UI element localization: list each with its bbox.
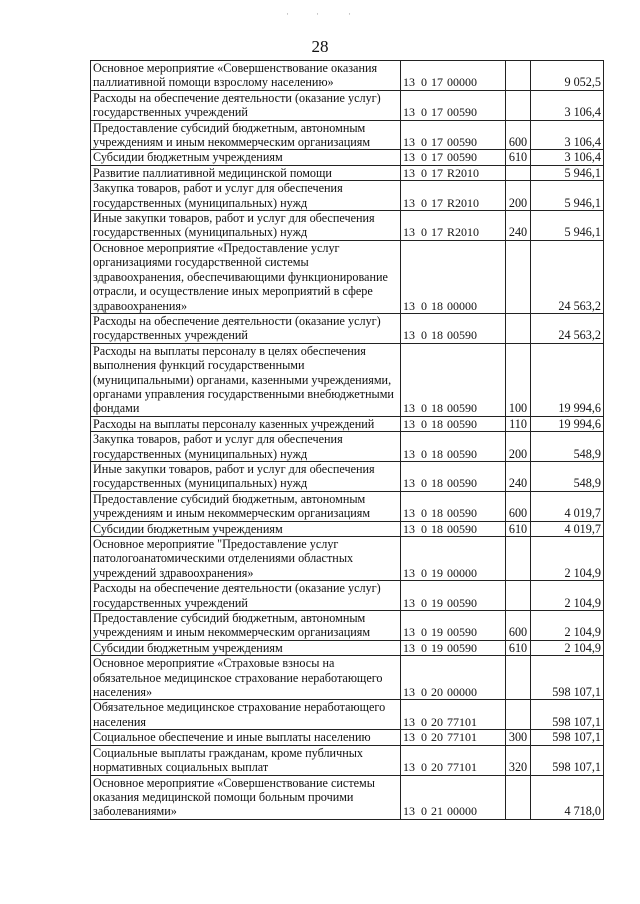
target-article-code-cell (401, 165, 506, 180)
subprogram-code: 0 (421, 476, 427, 491)
expense-name-cell: Предоставление субсидий бюджетным, автономным учреждениям и иным некоммерческим организациям (91, 611, 401, 641)
activity-code: 17 (431, 150, 443, 165)
activity-code: 19 (431, 625, 443, 640)
subprogram-code: 0 (421, 714, 427, 729)
expense-type-cell (506, 775, 531, 819)
expense-type-cell: 300 (506, 730, 531, 745)
direction-code: 00590 (447, 521, 477, 536)
target-article-code-cell (401, 90, 506, 120)
target-article-code-cell (401, 775, 506, 819)
expense-name-cell: Основное мероприятие «Страховые взносы на обязательное медицинское страхование неработающего населения» (91, 656, 401, 700)
program-code: 13 (403, 685, 415, 700)
amount-cell: 548,9 (531, 461, 604, 491)
subprogram-code: 0 (421, 150, 427, 165)
direction-code: 00590 (447, 105, 477, 120)
program-code: 13 (403, 401, 415, 416)
subprogram-code: 0 (421, 328, 427, 343)
amount-cell: 5 946,1 (531, 181, 604, 211)
table-row (91, 461, 604, 491)
expense-type-cell: 200 (506, 181, 531, 211)
table-row (91, 537, 604, 581)
activity-code: 17 (431, 105, 443, 120)
target-article-code-cell (401, 521, 506, 536)
activity-code: 18 (431, 401, 443, 416)
target-article-code-cell (401, 461, 506, 491)
expense-type-cell (506, 656, 531, 700)
amount-cell: 4 718,0 (531, 775, 604, 819)
table-row (91, 656, 604, 700)
target-article-code-cell (401, 211, 506, 241)
table-row (91, 491, 604, 521)
target-article-code-cell (401, 581, 506, 611)
expense-name-cell: Субсидии бюджетным учреждениям (91, 640, 401, 655)
table-row (91, 700, 604, 730)
activity-code: 18 (431, 446, 443, 461)
amount-cell: 2 104,9 (531, 640, 604, 655)
target-article-code-cell (401, 700, 506, 730)
amount-cell: 2 104,9 (531, 611, 604, 641)
program-code: 13 (403, 521, 415, 536)
expense-type-cell: 600 (506, 491, 531, 521)
subprogram-code: 0 (421, 105, 427, 120)
subprogram-code: 0 (421, 225, 427, 240)
direction-code: 00000 (447, 75, 477, 90)
activity-code: 18 (431, 298, 443, 313)
program-code: 13 (403, 714, 415, 729)
direction-code: R2010 (447, 225, 480, 240)
program-code: 13 (403, 804, 415, 819)
expense-type-cell: 600 (506, 611, 531, 641)
table-row (91, 120, 604, 150)
amount-cell: 3 106,4 (531, 120, 604, 150)
direction-code: 00590 (447, 401, 477, 416)
subprogram-code: 0 (421, 730, 427, 745)
table-row (91, 343, 604, 416)
subprogram-code: 0 (421, 760, 427, 775)
table-row (91, 611, 604, 641)
target-article-code-cell (401, 537, 506, 581)
activity-code: 21 (431, 804, 443, 819)
expense-name-cell: Социальные выплаты гражданам, кроме публичных нормативных социальных выплат (91, 745, 401, 775)
expense-name-cell: Закупка товаров, работ и услуг для обеспечения государственных (муниципальных) нужд (91, 432, 401, 462)
table-row (91, 775, 604, 819)
expense-name-cell: Социальное обеспечение и иные выплаты населению (91, 730, 401, 745)
direction-code: 00000 (447, 298, 477, 313)
direction-code: 00590 (447, 595, 477, 610)
activity-code: 19 (431, 595, 443, 610)
expense-name-cell: Субсидии бюджетным учреждениям (91, 150, 401, 165)
expense-name-cell: Предоставление субсидий бюджетным, автономным учреждениям и иным некоммерческим организациям (91, 120, 401, 150)
target-article-code-cell (401, 181, 506, 211)
expense-type-cell (506, 537, 531, 581)
expense-name-cell: Закупка товаров, работ и услуг для обеспечения государственных (муниципальных) нужд (91, 181, 401, 211)
amount-cell: 548,9 (531, 432, 604, 462)
activity-code: 18 (431, 416, 443, 431)
expense-type-cell (506, 581, 531, 611)
table-row (91, 165, 604, 180)
direction-code: 77101 (447, 760, 477, 775)
program-code: 13 (403, 446, 415, 461)
amount-cell: 24 563,2 (531, 313, 604, 343)
subprogram-code: 0 (421, 195, 427, 210)
program-code: 13 (403, 565, 415, 580)
amount-cell: 9 052,5 (531, 61, 604, 91)
activity-code: 20 (431, 685, 443, 700)
program-code: 13 (403, 595, 415, 610)
subprogram-code: 0 (421, 804, 427, 819)
target-article-code-cell (401, 656, 506, 700)
target-article-code-cell (401, 150, 506, 165)
amount-cell: 4 019,7 (531, 491, 604, 521)
scan-speck: · (316, 9, 319, 19)
direction-code: 00590 (447, 625, 477, 640)
expense-type-cell: 240 (506, 211, 531, 241)
table-row (91, 313, 604, 343)
expense-type-cell: 240 (506, 461, 531, 491)
target-article-code-cell (401, 745, 506, 775)
activity-code: 19 (431, 565, 443, 580)
subprogram-code: 0 (421, 640, 427, 655)
table-row (91, 416, 604, 431)
program-code: 13 (403, 328, 415, 343)
target-article-code-cell (401, 313, 506, 343)
direction-code: 00590 (447, 640, 477, 655)
direction-code: 00590 (447, 150, 477, 165)
expense-type-cell: 200 (506, 432, 531, 462)
program-code: 13 (403, 640, 415, 655)
direction-code: 00000 (447, 565, 477, 580)
program-code: 13 (403, 225, 415, 240)
expense-type-cell (506, 313, 531, 343)
subprogram-code: 0 (421, 625, 427, 640)
direction-code: 00590 (447, 476, 477, 491)
program-code: 13 (403, 105, 415, 120)
program-code: 13 (403, 416, 415, 431)
subprogram-code: 0 (421, 521, 427, 536)
expense-type-cell (506, 700, 531, 730)
target-article-code-cell (401, 61, 506, 91)
direction-code: 00590 (447, 328, 477, 343)
activity-code: 18 (431, 506, 443, 521)
activity-code: 17 (431, 135, 443, 150)
subprogram-code: 0 (421, 685, 427, 700)
expense-name-cell: Основное мероприятие «Совершенствование системы оказания медицинской помощи больным прочими заболеваниями» (91, 775, 401, 819)
expense-name-cell: Расходы на обеспечение деятельности (оказание услуг) государственных учреждений (91, 581, 401, 611)
target-article-code-cell (401, 611, 506, 641)
expense-type-cell: 610 (506, 521, 531, 536)
expense-name-cell: Расходы на обеспечение деятельности (оказание услуг) государственных учреждений (91, 313, 401, 343)
amount-cell: 19 994,6 (531, 416, 604, 431)
amount-cell: 598 107,1 (531, 700, 604, 730)
table-row (91, 730, 604, 745)
direction-code: 00590 (447, 446, 477, 461)
activity-code: 18 (431, 476, 443, 491)
expense-type-cell: 100 (506, 343, 531, 416)
subprogram-code: 0 (421, 416, 427, 431)
amount-cell: 24 563,2 (531, 240, 604, 313)
subprogram-code: 0 (421, 506, 427, 521)
subprogram-code: 0 (421, 565, 427, 580)
expense-name-cell: Предоставление субсидий бюджетным, автономным учреждениям и иным некоммерческим организациям (91, 491, 401, 521)
table-row (91, 90, 604, 120)
program-code: 13 (403, 195, 415, 210)
direction-code: R2010 (447, 195, 480, 210)
activity-code: 17 (431, 75, 443, 90)
activity-code: 20 (431, 730, 443, 745)
target-article-code-cell (401, 343, 506, 416)
amount-cell: 5 946,1 (531, 165, 604, 180)
program-code: 13 (403, 625, 415, 640)
activity-code: 18 (431, 521, 443, 536)
scan-speck: · (286, 9, 289, 19)
expense-name-cell: Расходы на обеспечение деятельности (оказание услуг) государственных учреждений (91, 90, 401, 120)
direction-code: 00000 (447, 685, 477, 700)
target-article-code-cell (401, 432, 506, 462)
direction-code: R2010 (447, 165, 480, 180)
expense-name-cell: Иные закупки товаров, работ и услуг для обеспечения государственных (муниципальных) нужд (91, 211, 401, 241)
expense-name-cell: Основное мероприятие «Предоставление услуг организациями государственной системы здравоохранения, обеспечивающими функционирование отрасли, и осуществление иных мероприятий в сфере здравоохранения» (91, 240, 401, 313)
program-code: 13 (403, 135, 415, 150)
program-code: 13 (403, 506, 415, 521)
activity-code: 17 (431, 195, 443, 210)
amount-cell: 4 019,7 (531, 521, 604, 536)
subprogram-code: 0 (421, 75, 427, 90)
table-row (91, 521, 604, 536)
expense-type-cell (506, 61, 531, 91)
subprogram-code: 0 (421, 401, 427, 416)
expense-name-cell: Развитие паллиативной медицинской помощи (91, 165, 401, 180)
expense-type-cell (506, 90, 531, 120)
target-article-code-cell (401, 640, 506, 655)
table-row (91, 745, 604, 775)
activity-code: 17 (431, 165, 443, 180)
activity-code: 18 (431, 328, 443, 343)
direction-code: 77101 (447, 730, 477, 745)
direction-code: 00000 (447, 804, 477, 819)
page-number: 28 (311, 37, 329, 56)
expense-type-cell: 600 (506, 120, 531, 150)
expense-type-cell: 610 (506, 150, 531, 165)
direction-code: 00590 (447, 135, 477, 150)
target-article-code-cell (401, 491, 506, 521)
amount-cell: 3 106,4 (531, 150, 604, 165)
direction-code: 77101 (447, 714, 477, 729)
subprogram-code: 0 (421, 165, 427, 180)
program-code: 13 (403, 165, 415, 180)
table-row (91, 432, 604, 462)
expense-name-cell: Иные закупки товаров, работ и услуг для обеспечения государственных (муниципальных) нужд (91, 461, 401, 491)
activity-code: 17 (431, 225, 443, 240)
table-row (91, 181, 604, 211)
expense-name-cell: Обязательное медицинское страхование неработающего населения (91, 700, 401, 730)
expense-name-cell: Основное мероприятие "Предоставление услуг патологоанатомическими отделениями областных учреждений здравоохранения» (91, 537, 401, 581)
target-article-code-cell (401, 416, 506, 431)
subprogram-code: 0 (421, 595, 427, 610)
amount-cell: 598 107,1 (531, 730, 604, 745)
subprogram-code: 0 (421, 298, 427, 313)
expense-name-cell: Расходы на выплаты персоналу в целях обеспечения выполнения функций государственными (муниципальными) органами, казенными учреждениями, органами управления государственными внебюджетными фондами (91, 343, 401, 416)
amount-cell: 598 107,1 (531, 656, 604, 700)
amount-cell: 2 104,9 (531, 581, 604, 611)
program-code: 13 (403, 150, 415, 165)
expense-name-cell: Субсидии бюджетным учреждениям (91, 521, 401, 536)
table-row (91, 640, 604, 655)
expense-type-cell: 610 (506, 640, 531, 655)
program-code: 13 (403, 760, 415, 775)
direction-code: 00590 (447, 506, 477, 521)
target-article-code-cell (401, 730, 506, 745)
activity-code: 19 (431, 640, 443, 655)
expense-type-cell (506, 240, 531, 313)
amount-cell: 5 946,1 (531, 211, 604, 241)
table-row (91, 61, 604, 91)
activity-code: 20 (431, 760, 443, 775)
program-code: 13 (403, 730, 415, 745)
program-code: 13 (403, 476, 415, 491)
scan-speck: · (348, 9, 351, 19)
expense-type-cell: 320 (506, 745, 531, 775)
table-row (91, 581, 604, 611)
table-row (91, 240, 604, 313)
program-code: 13 (403, 298, 415, 313)
expense-type-cell: 110 (506, 416, 531, 431)
program-code: 13 (403, 75, 415, 90)
amount-cell: 2 104,9 (531, 537, 604, 581)
target-article-code-cell (401, 240, 506, 313)
expense-name-cell: Основное мероприятие «Совершенствование оказания паллиативной помощи взрослому населению» (91, 61, 401, 91)
subprogram-code: 0 (421, 135, 427, 150)
table-row (91, 150, 604, 165)
expense-name-cell: Расходы на выплаты персоналу казенных учреждений (91, 416, 401, 431)
table-row (91, 211, 604, 241)
expense-type-cell (506, 165, 531, 180)
activity-code: 20 (431, 714, 443, 729)
target-article-code-cell (401, 120, 506, 150)
amount-cell: 598 107,1 (531, 745, 604, 775)
subprogram-code: 0 (421, 446, 427, 461)
budget-table (90, 60, 604, 820)
amount-cell: 19 994,6 (531, 343, 604, 416)
amount-cell: 3 106,4 (531, 90, 604, 120)
direction-code: 00590 (447, 416, 477, 431)
